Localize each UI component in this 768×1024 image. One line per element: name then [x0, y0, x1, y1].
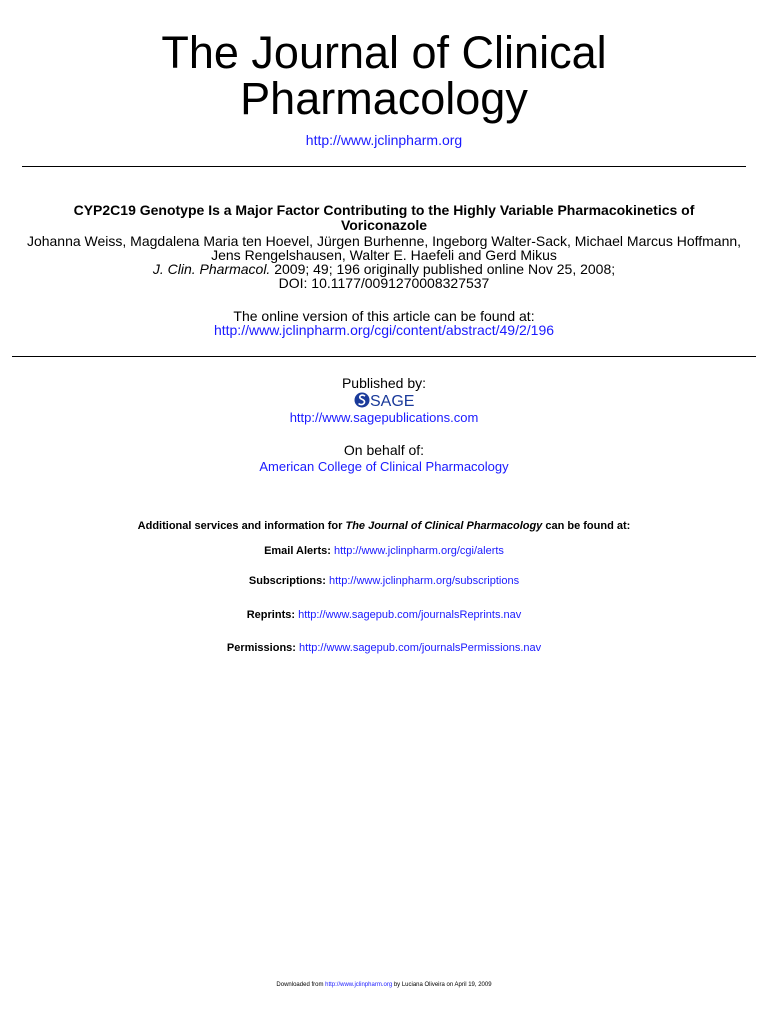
top-divider: [22, 166, 746, 167]
service-label: Reprints:: [246, 609, 296, 621]
footer-prefix: Downloaded from: [276, 982, 326, 988]
download-footer: [0, 982, 768, 988]
published-by-label: Published by:: [341, 375, 427, 391]
services-intro-after: can be found at:: [542, 520, 631, 532]
online-version-link[interactable]: http://www.jclinpharm.org/cgi/content/abstract/49/2/196: [213, 322, 555, 338]
authors-line2: Jens Rengelshausen, Walter E. Haefeli and Gerd Mikus: [211, 247, 557, 263]
footer-suffix: by Luciana Oliveira on April 19, 2009: [392, 982, 492, 988]
sage-url-link[interactable]: http://www.sagepublications.com: [289, 410, 479, 425]
citation: [0, 262, 768, 276]
on-behalf-of-label: On behalf of:: [343, 442, 425, 458]
authors: [0, 234, 768, 262]
service-row-email-alerts: [0, 545, 768, 557]
online-version-url-container: [0, 323, 768, 337]
authors-line1: Johanna Weiss, Magdalena Maria ten Hoevel, Jürgen Burhenne, Ingeborg Walter-Sack, Michael Marcus Hoffmann,: [26, 233, 742, 249]
sage-logo[interactable]: [0, 391, 768, 409]
service-row-permissions: [0, 642, 768, 654]
sage-url-container: [0, 410, 768, 425]
services-intro-before: Additional services and information for: [137, 520, 346, 532]
article-title-line1: CYP2C19 Genotype Is a Major Factor Contributing to the Highly Variable Pharmacokinetics of: [73, 202, 695, 218]
service-link[interactable]: http://www.jclinpharm.org/subscriptions: [328, 575, 520, 587]
service-row-subscriptions: [0, 575, 768, 587]
article-title-line2: Voriconazole: [340, 217, 428, 233]
footer-link[interactable]: http://www.jclinpharm.org: [325, 982, 393, 988]
middle-divider: [12, 356, 756, 357]
article-title: [0, 203, 768, 233]
journal-url-link[interactable]: http://www.jclinpharm.org: [305, 132, 463, 148]
sage-logo-text: SAGE: [370, 393, 414, 409]
behalf-org-link[interactable]: American College of Clinical Pharmacology: [259, 459, 509, 474]
citation-journal: J. Clin. Pharmacol.: [152, 261, 271, 277]
sage-logo-icon: [354, 391, 414, 409]
journal-title: [0, 27, 768, 124]
service-label: Subscriptions:: [248, 575, 326, 587]
journal-url-container: [0, 132, 768, 148]
service-link[interactable]: http://www.sagepub.com/journalsPermissions.nav: [299, 642, 542, 654]
journal-title-line1: The Journal of Clinical: [161, 27, 607, 78]
services-intro: [0, 520, 768, 532]
doi: DOI: 10.1177/0091270008327537: [278, 275, 490, 291]
services-intro-journal: The Journal of Clinical Pharmacology: [345, 520, 543, 532]
service-label: Permissions:: [226, 642, 296, 654]
citation-details: 2009; 49; 196 originally published online Nov 25, 2008;: [270, 261, 616, 277]
journal-title-line2: Pharmacology: [240, 73, 528, 124]
service-row-reprints: [0, 609, 768, 621]
behalf-org-container: [0, 459, 768, 474]
service-label: Email Alerts:: [264, 545, 331, 557]
service-link[interactable]: http://www.jclinpharm.org/cgi/alerts: [333, 545, 504, 557]
service-link[interactable]: http://www.sagepub.com/journalsReprints.nav: [298, 609, 522, 621]
online-version-label: The online version of this article can be found at:: [233, 308, 535, 324]
